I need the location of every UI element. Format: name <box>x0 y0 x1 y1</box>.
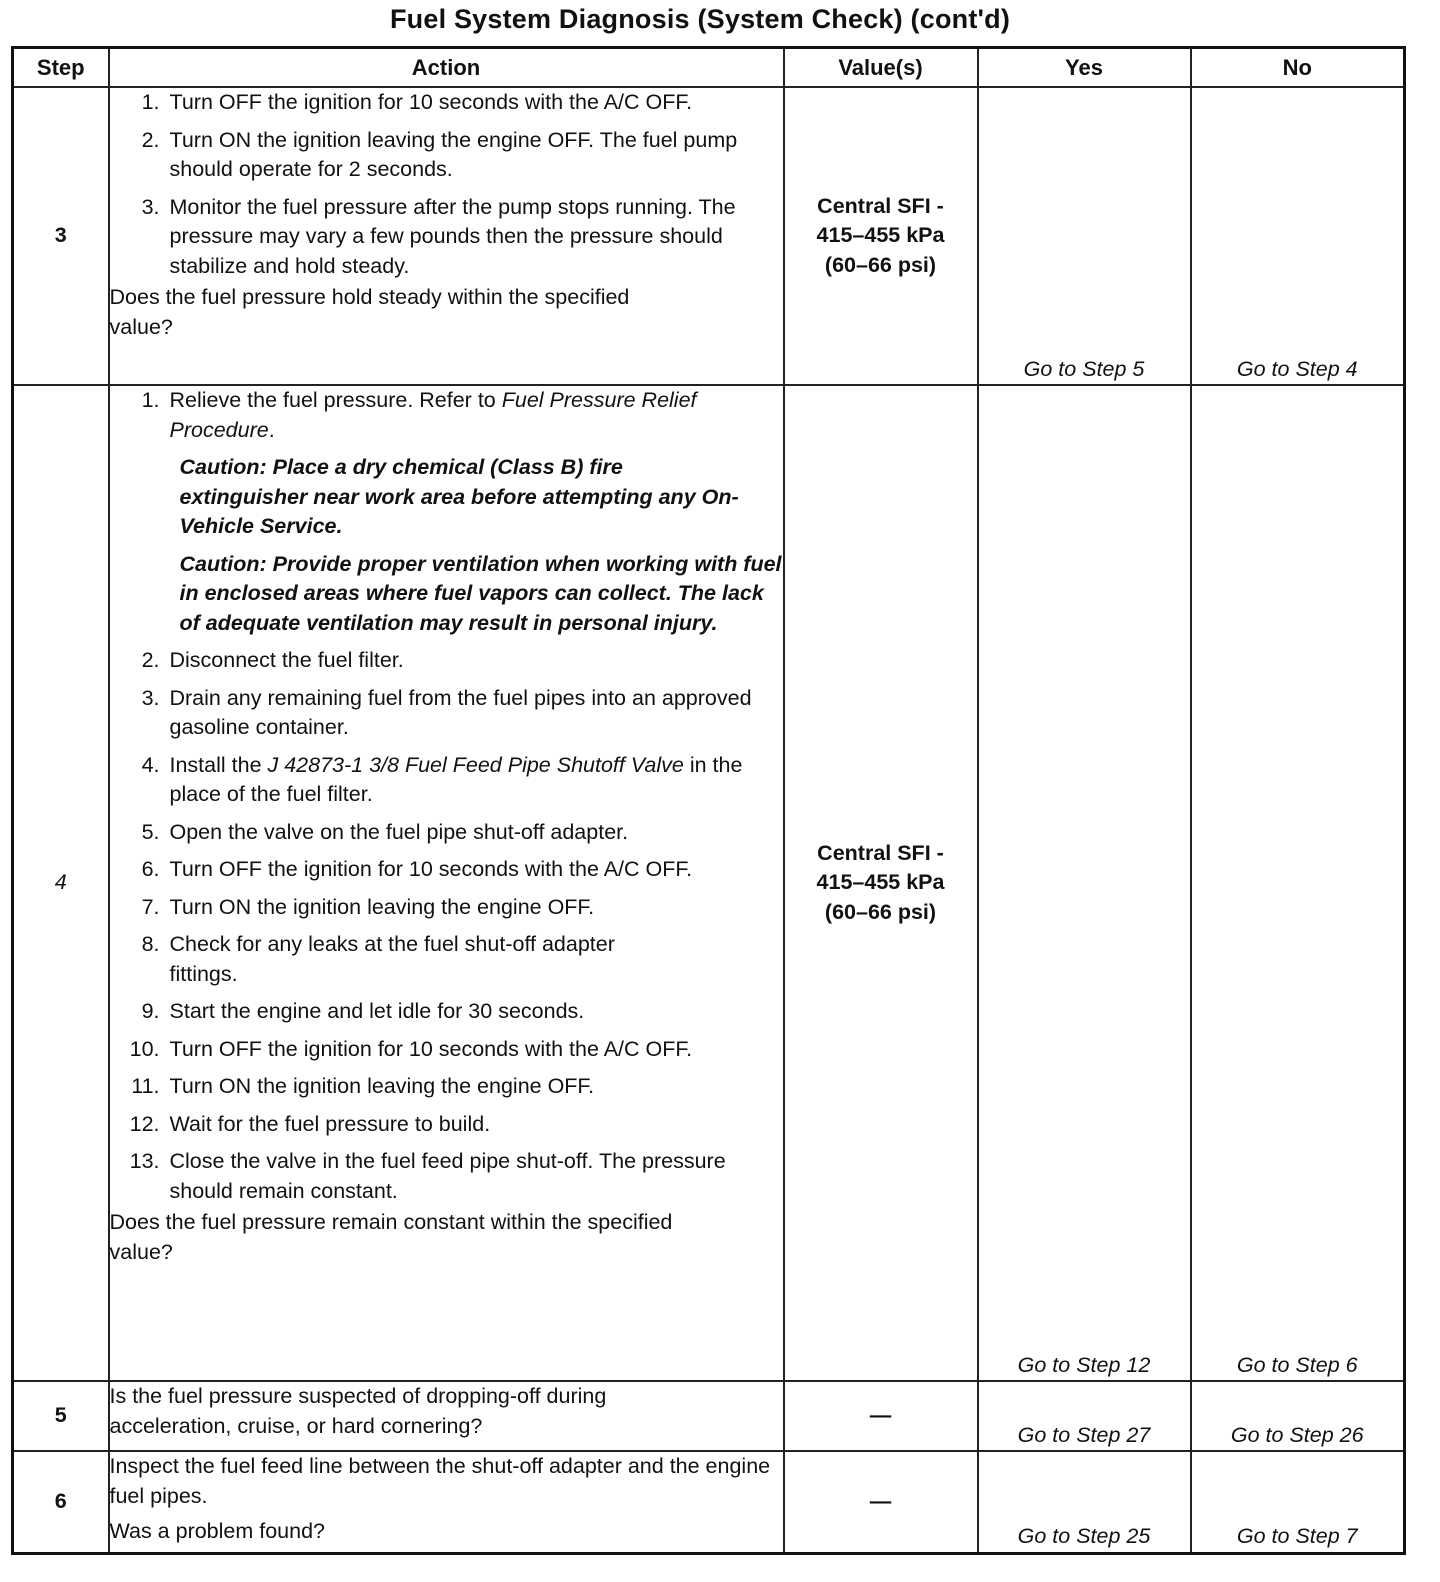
item-text: Check for any leaks at the fuel shut-off adapter fittings. <box>169 932 615 986</box>
action-item <box>110 997 783 1027</box>
action-text: Inspect the fuel feed line between the shut-off adapter and the engine fuel pipes. <box>109 1454 771 1508</box>
no-cell: Go to Step 26 <box>1191 1381 1405 1451</box>
header-no: No <box>1191 48 1405 88</box>
diagnosis-table <box>11 46 1406 1555</box>
item-reference: J 42873-1 3/8 Fuel Feed Pipe Shutoff Valve <box>267 752 684 777</box>
item-number: 3. <box>141 685 160 710</box>
item-number: 7. <box>141 894 160 919</box>
item-text: Close the valve in the fuel feed pipe shut-off. The pressure should remain constant. <box>169 1149 726 1203</box>
item-text-part: in the place of the fuel filter. <box>169 752 743 806</box>
item-text: Turn OFF the ignition for 10 seconds with the A/C OFF. <box>169 857 693 881</box>
action-item <box>110 646 783 676</box>
action-item <box>110 1110 783 1140</box>
table-header-row <box>13 48 1405 88</box>
action-item <box>110 855 783 885</box>
action-cell <box>109 1381 784 1451</box>
step-number: 3 <box>13 87 109 385</box>
action-item <box>110 126 783 185</box>
action-cell <box>109 385 784 1381</box>
action-item <box>110 684 783 743</box>
value-cell: — <box>784 1451 978 1553</box>
step-number: 5 <box>13 1381 109 1451</box>
header-values: Value(s) <box>784 48 978 88</box>
item-text: Turn ON the ignition leaving the engine OFF. The fuel pump should operate for 2 seconds. <box>169 127 738 181</box>
value-cell <box>784 87 978 385</box>
value-cell: — <box>784 1381 978 1451</box>
item-number: 1. <box>141 90 160 114</box>
header-step: Step <box>13 48 109 88</box>
value-line: Central SFI - <box>817 840 944 865</box>
action-item <box>110 193 783 282</box>
value-line: (60–66 psi) <box>824 899 937 924</box>
value-line: (60–66 psi) <box>824 252 937 277</box>
item-number: 2. <box>141 127 160 152</box>
item-text: Turn OFF the ignition for 10 seconds with the A/C OFF. <box>169 1036 693 1061</box>
item-text: Drain any remaining fuel from the fuel pipes into an approved gasoline container. <box>169 685 752 739</box>
table-row-step-5 <box>13 1381 1405 1451</box>
item-number: 6. <box>141 857 160 881</box>
step-number: 6 <box>13 1451 109 1553</box>
item-text: Open the valve on the fuel pipe shut-off adapter. <box>169 819 629 844</box>
action-item <box>110 930 783 989</box>
page-title: Fuel System Diagnosis (System Check) (cont'd) <box>389 4 1011 34</box>
item-text: Turn ON the ignition leaving the engine OFF. <box>169 1074 595 1098</box>
item-number: 2. <box>141 648 160 672</box>
action-item <box>110 88 783 118</box>
yes-cell: Go to Step 27 <box>978 1381 1191 1451</box>
no-cell: Go to Step 7 <box>1191 1451 1405 1553</box>
step-number: 4 <box>13 385 109 1381</box>
header-action: Action <box>109 48 784 88</box>
yes-cell: Go to Step 25 <box>978 1451 1191 1553</box>
action-item <box>110 751 783 810</box>
action-cell <box>109 1451 784 1553</box>
yes-cell: Go to Step 5 <box>978 87 1191 385</box>
action-item <box>110 1035 783 1065</box>
action-item <box>110 1147 783 1206</box>
item-text-part: Install the <box>169 752 268 777</box>
action-item <box>110 893 783 923</box>
action-question: Does the fuel pressure hold steady within the specified value? <box>109 285 630 339</box>
action-cell <box>109 87 784 385</box>
item-number: 5. <box>141 819 160 844</box>
item-number: 8. <box>141 932 160 956</box>
item-text: Turn ON the ignition leaving the engine OFF. <box>169 894 595 919</box>
item-text-part: . <box>268 417 275 442</box>
table-row-step-6 <box>13 1451 1405 1553</box>
action-item <box>110 1072 783 1102</box>
item-text <box>170 386 783 445</box>
item-number: 11. <box>131 1074 160 1098</box>
item-number: 13. <box>129 1149 160 1173</box>
item-text <box>170 751 783 810</box>
action-question: Does the fuel pressure remain constant within the specified value? <box>109 1210 673 1264</box>
item-text: Monitor the fuel pressure after the pump stops running. The pressure may vary a few pounds then the pressure should stabilize and hold steady. <box>169 194 736 278</box>
caution-note: Caution: Provide proper ventilation when working with fuel in enclosed areas where fuel vapors can collect. The lack of adequate ventilation may result in personal injury. <box>179 551 782 635</box>
item-number: 12. <box>129 1111 160 1136</box>
value-line: 415–455 kPa <box>816 870 945 895</box>
value-line: 415–455 kPa <box>816 223 945 248</box>
item-number: 1. <box>141 388 160 412</box>
item-text: Disconnect the fuel filter. <box>169 648 404 672</box>
table-row-step-3 <box>13 87 1405 385</box>
value-cell <box>784 385 978 1381</box>
item-number: 4. <box>141 752 160 777</box>
header-yes: Yes <box>978 48 1191 88</box>
no-cell: Go to Step 6 <box>1191 385 1405 1381</box>
item-text-part: Relieve the fuel pressure. Refer to <box>169 388 502 412</box>
yes-cell: Go to Step 12 <box>978 385 1191 1381</box>
value-line: Central SFI - <box>817 193 944 218</box>
action-question: Is the fuel pressure suspected of dropping-off during acceleration, cruise, or hard cornering? <box>109 1384 607 1438</box>
action-question: Was a problem found? <box>109 1519 326 1543</box>
item-number: 3. <box>141 194 160 219</box>
item-text: Wait for the fuel pressure to build. <box>169 1111 491 1136</box>
item-reference: Fuel Pressure Relief Procedure <box>169 388 697 442</box>
caution-note: Caution: Place a dry chemical (Class B) fire extinguisher near work area before attempting any On-Vehicle Service. <box>179 455 739 538</box>
table-row-step-4 <box>13 385 1405 1381</box>
action-item <box>110 386 783 445</box>
action-item <box>110 818 783 848</box>
item-number: 9. <box>141 999 160 1023</box>
item-number: 10. <box>129 1036 160 1061</box>
item-text: Start the engine and let idle for 30 seconds. <box>169 999 585 1023</box>
no-cell: Go to Step 4 <box>1191 87 1405 385</box>
item-text: Turn OFF the ignition for 10 seconds with the A/C OFF. <box>169 90 693 114</box>
